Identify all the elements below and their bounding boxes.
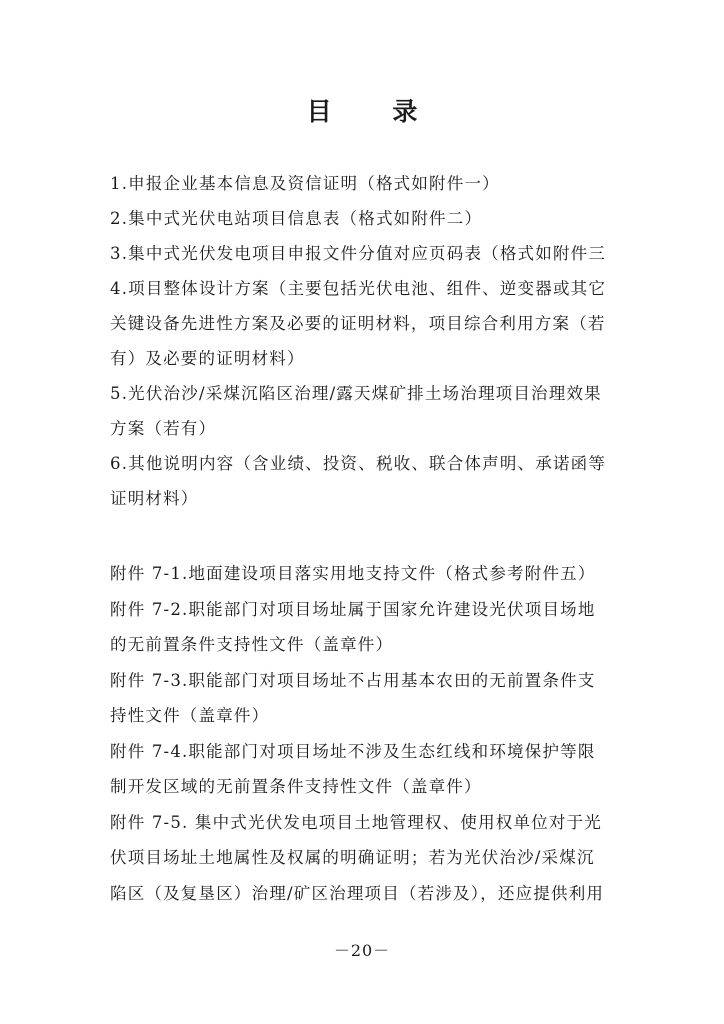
att-item-2-line-2: 的无前置条件支持性文件（盖章件） xyxy=(110,635,394,654)
att-item-3-line-1: 附件 7-3.职能部门对项目场址不占用基本农田的无前置条件支 xyxy=(110,670,596,690)
att-item-4-line-2: 制开发区域的无前置条件支持性文件（盖章件） xyxy=(110,777,482,796)
toc-item-3-line-1: 3.集中式光伏发电项目申报文件分值对应页码表（格式如附件三 xyxy=(110,244,607,263)
att-item-5-line-1: 附件 7-5. 集中式光伏发电项目土地管理权、使用权单位对于光 xyxy=(110,812,603,832)
page-title: 目 录 xyxy=(306,97,444,126)
att-item-5-line-3: 陷区（及复垦区）治理/矿区治理项目（若涉及），还应提供利用 xyxy=(110,883,605,903)
att-item-3-line-2: 持性文件（盖章件） xyxy=(110,706,270,725)
att-item-4-line-1: 附件 7-4.职能部门对项目场址不涉及生态红线和环境保护等限 xyxy=(110,741,596,761)
toc-item-6-line-2: 证明材料） xyxy=(110,489,199,508)
att-item-1-line-1: 附件 7-1.地面建设项目落实用地支持文件（格式参考附件五） xyxy=(110,564,596,583)
page-number: －20－ xyxy=(333,941,391,960)
att-item-2-line-1: 附件 7-2.职能部门对项目场址属于国家允许建设光伏项目场地 xyxy=(110,599,596,619)
toc-item-2-line-1: 2.集中式光伏电站项目信息表（格式如附件二） xyxy=(110,209,483,228)
att-item-5-line-2: 伏项目场址土地属性及权属的明确证明；若为光伏治沙/采煤沉 xyxy=(110,848,595,867)
toc-item-5-line-1: 5.光伏治沙/采煤沉陷区治理/露天煤矿排土场治理项目治理效果 xyxy=(110,384,602,403)
toc-item-4-line-1: 4.项目整体设计方案（主要包括光伏电池、组件、逆变器或其它 xyxy=(110,279,607,298)
toc-item-5-line-2: 方案（若有） xyxy=(110,419,217,438)
toc-item-1-line-1: 1.申报企业基本信息及资信证明（格式如附件一） xyxy=(110,174,500,193)
toc-item-4-line-2: 关键设备先进性方案及必要的证明材料，项目综合利用方案（若 xyxy=(110,314,606,333)
toc-item-4-line-3: 有）及必要的证明材料） xyxy=(110,349,305,368)
toc-item-6-line-1: 6.其他说明内容（含业绩、投资、税收、联合体声明、承诺函等 xyxy=(110,454,607,473)
